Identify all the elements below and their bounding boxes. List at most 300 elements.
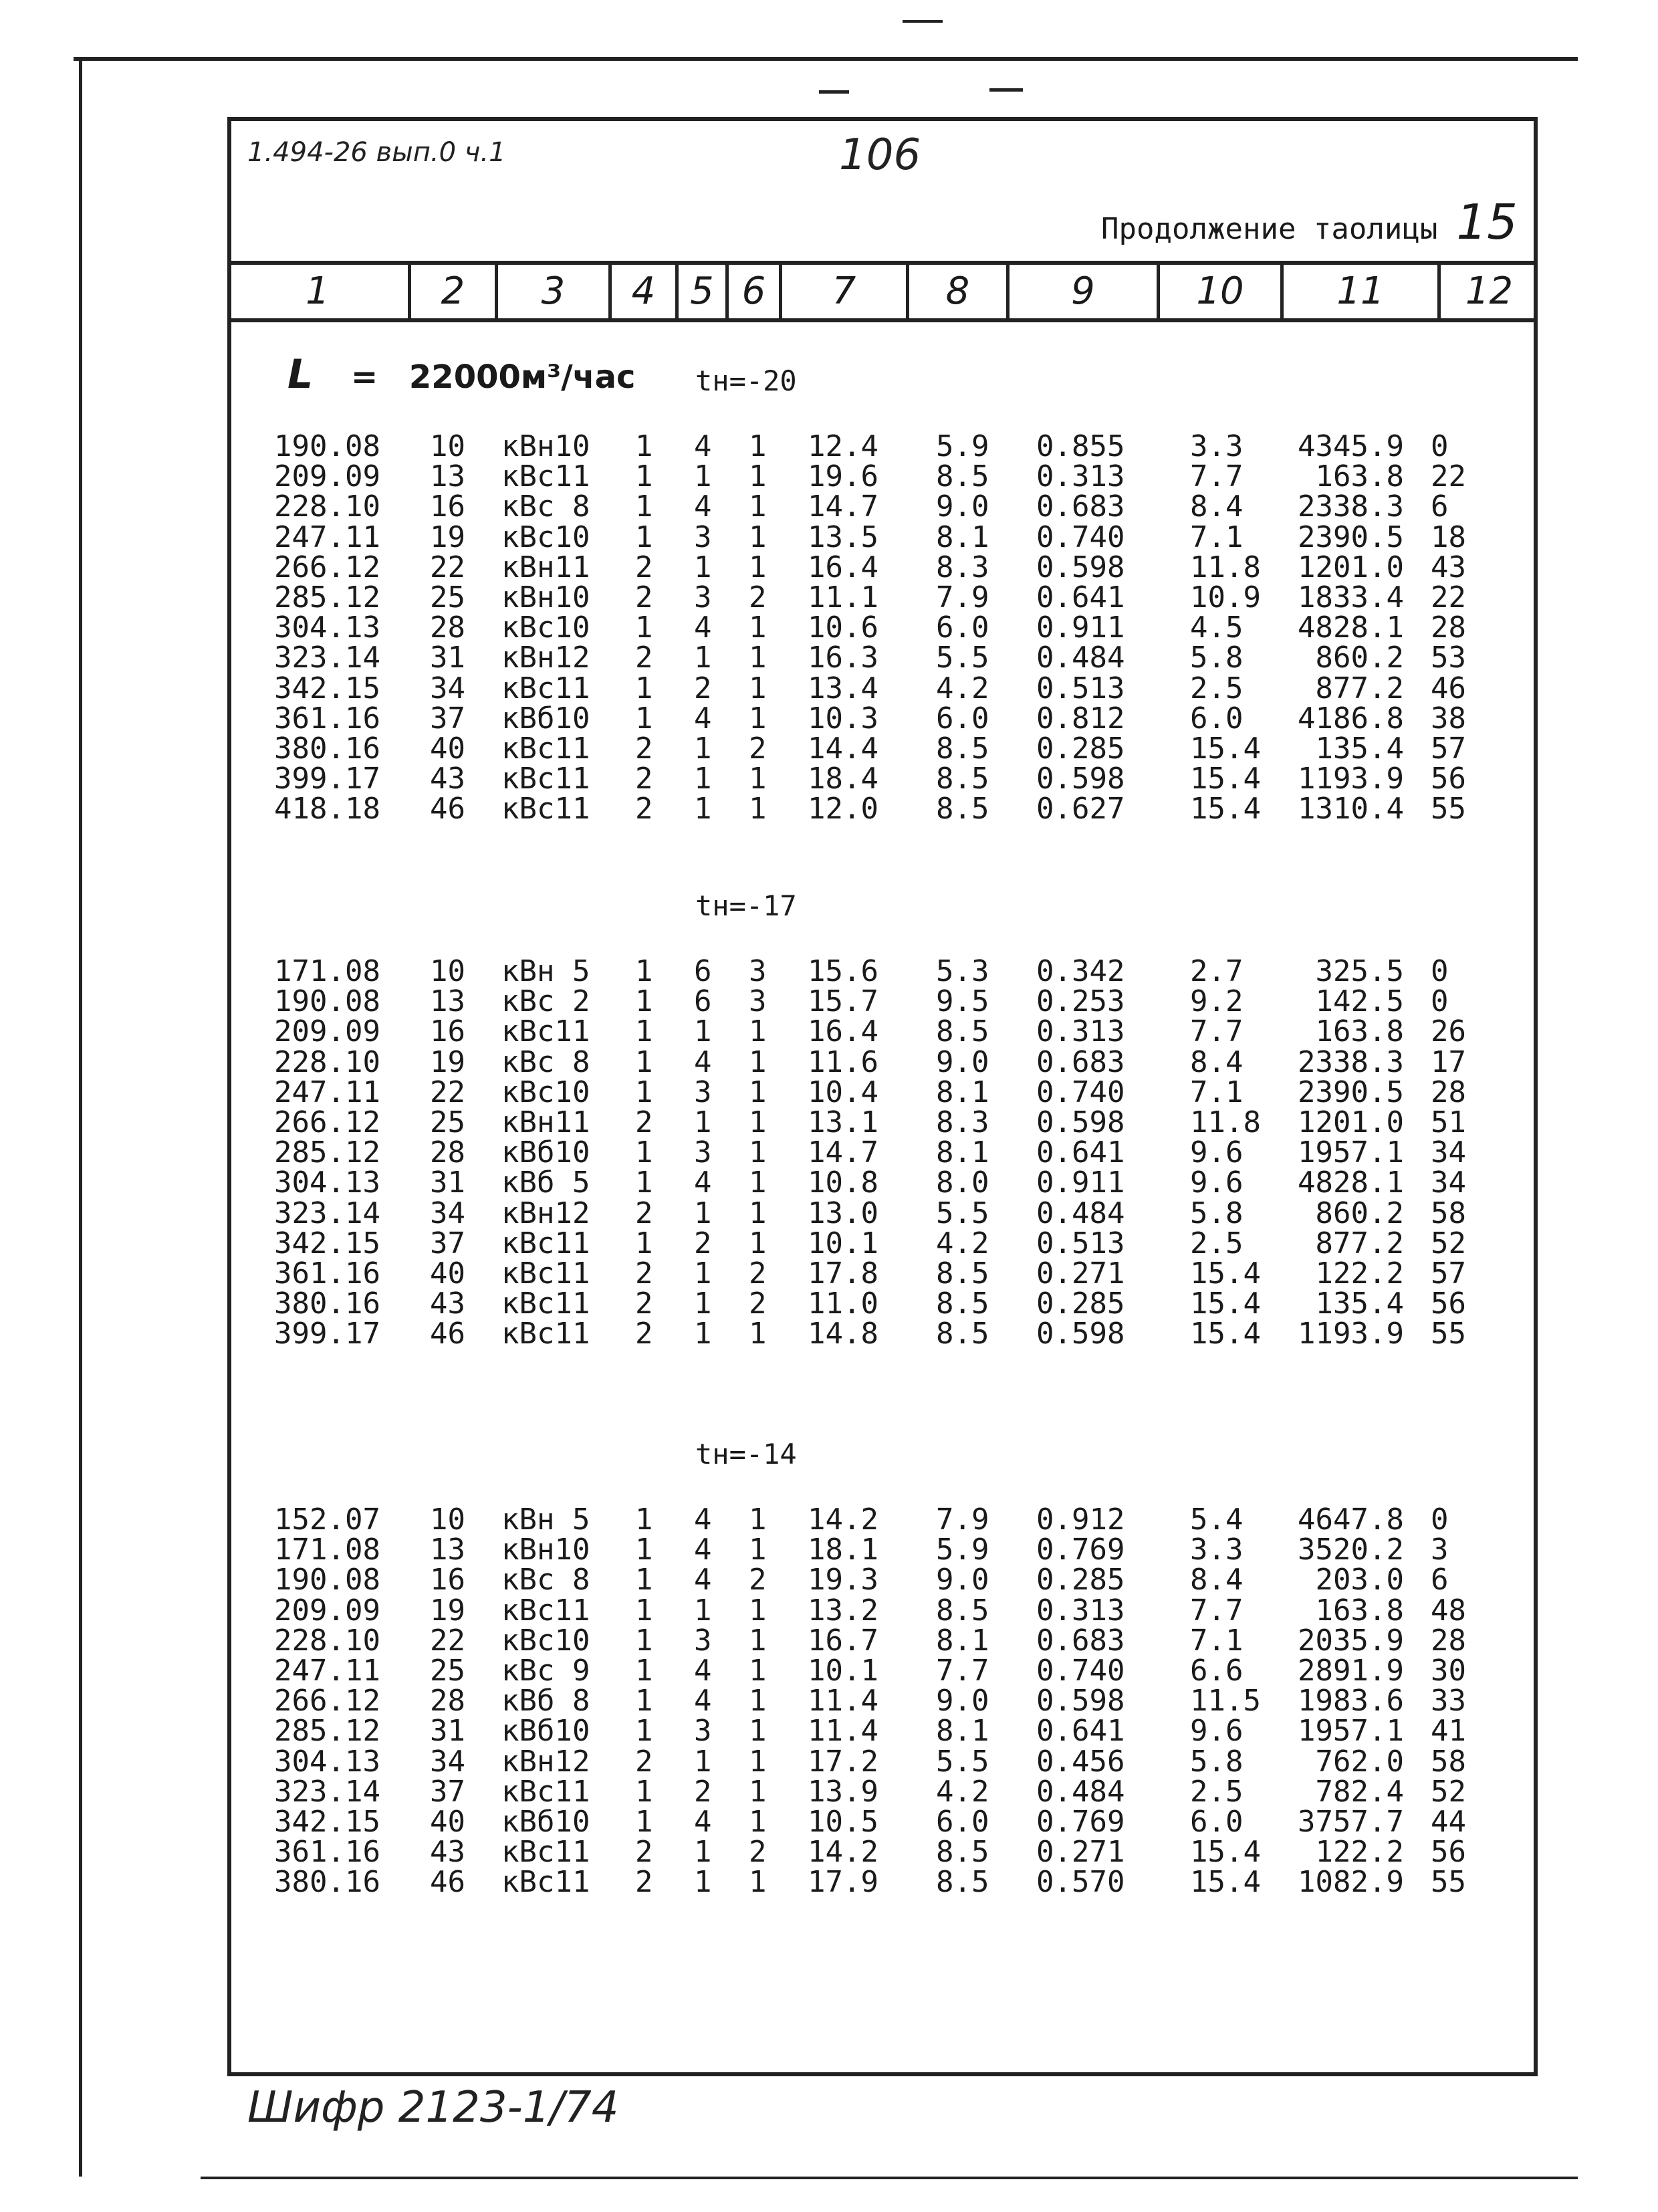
- table-cell: 4: [694, 1166, 712, 1200]
- table-cell: 8.5: [936, 1865, 989, 1900]
- table-cell: кВн10: [501, 580, 590, 615]
- table-row: [0, 673, 1658, 703]
- table-cell: 16.4: [808, 550, 878, 584]
- table-cell: 1: [635, 1503, 653, 1537]
- table-cell: 142.5: [1315, 984, 1404, 1019]
- table-cell: 41: [1431, 1714, 1466, 1749]
- table-cell: 1: [749, 1533, 767, 1567]
- document-reference: 1.494-26 вып.0 ч.1: [247, 137, 506, 168]
- table-cell: 2: [749, 1256, 767, 1291]
- table-cell: 304.13: [274, 611, 380, 645]
- top-border-line: [74, 57, 1578, 61]
- table-cell: 6: [694, 984, 712, 1019]
- table-cell: 122.2: [1315, 1256, 1404, 1291]
- table-row: [0, 1137, 1658, 1168]
- table-cell: 1: [635, 701, 653, 736]
- table-cell: 1: [635, 1226, 653, 1260]
- table-cell: 0.769: [1036, 1533, 1125, 1567]
- table-cell: 0.271: [1036, 1256, 1125, 1291]
- table-cell: 12.0: [808, 792, 878, 826]
- table-cell: кВн11: [501, 550, 590, 584]
- table-cell: 34: [430, 671, 465, 705]
- block-title: tн=-14: [695, 1438, 797, 1470]
- table-row: [0, 1258, 1658, 1289]
- table-cell: 8.5: [936, 1317, 989, 1351]
- table-cell: 22: [1431, 459, 1466, 494]
- table-cell: 1: [749, 1593, 767, 1628]
- table-cell: 28: [430, 611, 465, 645]
- table-cell: 34: [1431, 1166, 1466, 1200]
- table-cell: 1: [635, 429, 653, 463]
- table-row: [0, 1044, 1658, 1079]
- table-cell: 247.11: [274, 1075, 380, 1109]
- table-row: [0, 1228, 1658, 1258]
- table-cell: кВс10: [501, 520, 590, 554]
- table-cell: 17.8: [808, 1256, 878, 1291]
- table-cell: 0.641: [1036, 580, 1125, 615]
- table-cell: 1: [749, 1014, 767, 1049]
- table-cell: 2: [749, 580, 767, 615]
- table-cell: 0.313: [1036, 459, 1125, 494]
- table-cell: 0.513: [1036, 671, 1125, 705]
- table-cell: 43: [1431, 550, 1466, 584]
- table-cell: 4: [694, 489, 712, 524]
- table-cell: 15.4: [1190, 762, 1261, 796]
- table-cell: кВн 5: [501, 954, 590, 988]
- table-cell: 0.456: [1036, 1744, 1125, 1779]
- table-row: [0, 1595, 1658, 1626]
- table-cell: 5.9: [936, 1533, 989, 1567]
- table-cell: 6: [694, 954, 712, 988]
- table-row: [0, 1168, 1658, 1198]
- table-cell: кВб 8: [501, 1684, 590, 1719]
- table-cell: 323.14: [274, 641, 380, 675]
- table-cell: 0.769: [1036, 1804, 1125, 1839]
- table-cell: 38: [1431, 701, 1466, 736]
- table-cell: 1: [635, 1014, 653, 1049]
- table-cell: кВн10: [501, 1533, 590, 1567]
- table-cell: 8.5: [936, 762, 989, 796]
- table-cell: 1: [694, 1014, 712, 1049]
- table-cell: 17.9: [808, 1865, 878, 1900]
- table-row: [0, 731, 1658, 766]
- table-cell: кВн12: [501, 641, 590, 675]
- table-cell: 17: [1431, 1044, 1466, 1079]
- table-row: [0, 582, 1658, 613]
- table-cell: 0.285: [1036, 1287, 1125, 1321]
- table-cell: 9.6: [1190, 1135, 1244, 1170]
- table-cell: 0.740: [1036, 1075, 1125, 1109]
- table-cell: 1: [749, 1226, 767, 1260]
- table-cell: 190.08: [274, 984, 380, 1019]
- table-cell: 0.812: [1036, 701, 1125, 736]
- table-row: [0, 1714, 1658, 1749]
- table-cell: 10: [430, 1503, 465, 1537]
- table-row: [0, 1319, 1658, 1349]
- table-cell: 342.15: [274, 1804, 380, 1839]
- bottom-border-line: [201, 2177, 1578, 2179]
- table-cell: 304.13: [274, 1166, 380, 1200]
- table-cell: 16: [430, 1014, 465, 1049]
- table-cell: 0.313: [1036, 1593, 1125, 1628]
- table-cell: 8.5: [936, 459, 989, 494]
- block-rows: [0, 1503, 1658, 1900]
- table-cell: кВс10: [501, 1623, 590, 1658]
- table-cell: 8.5: [936, 792, 989, 826]
- table-cell: 8.1: [936, 520, 989, 554]
- table-cell: 1: [694, 1256, 712, 1291]
- table-cell: 1957.1: [1298, 1714, 1404, 1749]
- table-cell: 2: [749, 1835, 767, 1870]
- table-cell: 0.683: [1036, 1623, 1125, 1658]
- table-cell: 4: [694, 1684, 712, 1719]
- table-cell: 0.598: [1036, 550, 1125, 584]
- table-cell: 11.1: [808, 580, 878, 615]
- table-cell: 52: [1431, 1226, 1466, 1260]
- table-cell: 1: [749, 1196, 767, 1230]
- table-cell: 0.342: [1036, 954, 1125, 988]
- table-cell: 10.6: [808, 611, 878, 645]
- table-cell: 1: [749, 1135, 767, 1170]
- table-cell: 171.08: [274, 954, 380, 988]
- table-cell: 3: [694, 1623, 712, 1658]
- table-cell: 2: [635, 792, 653, 826]
- table-cell: 16.3: [808, 641, 878, 675]
- table-row: [0, 1744, 1658, 1779]
- table-cell: 8.1: [936, 1075, 989, 1109]
- table-cell: 0.740: [1036, 1653, 1125, 1688]
- table-cell: 0: [1431, 1503, 1449, 1537]
- table-cell: 2: [635, 1317, 653, 1351]
- table-cell: 18.4: [808, 762, 878, 796]
- table-cell: 2390.5: [1298, 520, 1404, 554]
- table-cell: 0.641: [1036, 1714, 1125, 1749]
- table-cell: 1: [694, 1287, 712, 1321]
- table-cell: 15.4: [1190, 1865, 1261, 1900]
- table-cell: 3: [1431, 1533, 1449, 1567]
- table-cell: 34: [430, 1196, 465, 1230]
- table-cell: 1: [749, 641, 767, 675]
- table-cell: 247.11: [274, 1653, 380, 1688]
- table-cell: 11.8: [1190, 550, 1261, 584]
- table-cell: 7.9: [936, 580, 989, 615]
- table-cell: 3.3: [1190, 1533, 1244, 1567]
- table-cell: 1: [749, 1653, 767, 1688]
- table-cell: 135.4: [1315, 731, 1404, 766]
- column-header: 7: [779, 265, 906, 318]
- table-cell: 37: [430, 1774, 465, 1809]
- table-cell: 2.5: [1190, 1226, 1244, 1260]
- table-cell: 4186.8: [1298, 701, 1404, 736]
- table-cell: 1201.0: [1298, 1105, 1404, 1139]
- table-cell: 1193.9: [1298, 1317, 1404, 1351]
- table-cell: 380.16: [274, 731, 380, 766]
- table-cell: 1: [749, 1317, 767, 1351]
- table-cell: 361.16: [274, 1835, 380, 1870]
- table-cell: 0.912: [1036, 1503, 1125, 1537]
- table-cell: 135.4: [1315, 1287, 1404, 1321]
- table-row: [0, 431, 1658, 461]
- table-cell: 7.7: [936, 1653, 989, 1688]
- table-cell: 171.08: [274, 1533, 380, 1567]
- table-cell: 0.598: [1036, 1317, 1125, 1351]
- table-cell: 7.1: [1190, 1623, 1244, 1658]
- table-cell: 8.1: [936, 1135, 989, 1170]
- table-cell: 1: [635, 459, 653, 494]
- table-cell: 13: [430, 1533, 465, 1567]
- table-cell: 2.7: [1190, 954, 1244, 988]
- column-header-row: [227, 261, 1538, 322]
- table-cell: 1: [635, 1653, 653, 1688]
- table-cell: 0.598: [1036, 1684, 1125, 1719]
- table-cell: 9.6: [1190, 1714, 1244, 1749]
- table-cell: 1: [694, 641, 712, 675]
- table-cell: 6: [1431, 1563, 1449, 1597]
- table-cell: 0.285: [1036, 1563, 1125, 1597]
- table-cell: 57: [1431, 731, 1466, 766]
- table-cell: 2035.9: [1298, 1623, 1404, 1658]
- table-cell: 1: [749, 1623, 767, 1658]
- table-cell: 2: [635, 1256, 653, 1291]
- table-cell: кВс11: [501, 1014, 590, 1049]
- column-header: 9: [1006, 265, 1157, 318]
- table-cell: 33: [1431, 1684, 1466, 1719]
- table-cell: 2: [635, 1744, 653, 1779]
- table-cell: 1: [635, 1166, 653, 1200]
- table-cell: 1: [749, 1044, 767, 1079]
- table-cell: 323.14: [274, 1196, 380, 1230]
- table-cell: 22: [430, 1623, 465, 1658]
- table-cell: 44: [1431, 1804, 1466, 1839]
- table-row: [0, 1535, 1658, 1565]
- table-cell: 10.4: [808, 1075, 878, 1109]
- continuation-label: Продолжение таолицы: [1101, 212, 1438, 246]
- column-header: 1: [306, 269, 330, 313]
- table-cell: 16: [430, 489, 465, 524]
- table-cell: 860.2: [1315, 1196, 1404, 1230]
- table-row: [0, 794, 1658, 824]
- table-cell: 15.4: [1190, 1835, 1261, 1870]
- table-cell: 2: [635, 762, 653, 796]
- block-title: tн=-17: [695, 889, 797, 922]
- table-cell: 13.4: [808, 671, 878, 705]
- table-cell: кВс11: [501, 1256, 590, 1291]
- table-cell: 14.4: [808, 731, 878, 766]
- table-cell: 3: [694, 1714, 712, 1749]
- table-row: [0, 459, 1658, 494]
- table-cell: кВн12: [501, 1196, 590, 1230]
- table-cell: кВс11: [501, 731, 590, 766]
- table-cell: 1: [635, 671, 653, 705]
- table-cell: 1: [749, 1744, 767, 1779]
- table-cell: 4: [694, 611, 712, 645]
- table-cell: 11.0: [808, 1287, 878, 1321]
- table-cell: 8.4: [1190, 1044, 1244, 1079]
- table-cell: 1: [635, 1714, 653, 1749]
- table-cell: 14.2: [808, 1503, 878, 1537]
- table-row: [0, 1198, 1658, 1228]
- table-cell: 1: [749, 1105, 767, 1139]
- table-cell: 37: [430, 701, 465, 736]
- table-cell: 43: [430, 1835, 465, 1870]
- table-cell: кВс 9: [501, 1653, 590, 1688]
- table-cell: кВб10: [501, 1714, 590, 1749]
- table-cell: 1: [749, 762, 767, 796]
- table-cell: 56: [1431, 1287, 1466, 1321]
- table-cell: 1: [749, 1714, 767, 1749]
- table-cell: 1: [635, 1804, 653, 1839]
- table-cell: 0.513: [1036, 1226, 1125, 1260]
- table-cell: 2338.3: [1298, 1044, 1404, 1079]
- table-cell: 399.17: [274, 762, 380, 796]
- table-cell: 31: [430, 1714, 465, 1749]
- table-cell: 22: [430, 550, 465, 584]
- table-cell: 34: [1431, 1135, 1466, 1170]
- table-cell: кВн11: [501, 1105, 590, 1139]
- table-cell: 0.911: [1036, 1166, 1125, 1200]
- table-cell: 4: [694, 1563, 712, 1597]
- table-cell: 380.16: [274, 1287, 380, 1321]
- table-cell: 0.598: [1036, 1105, 1125, 1139]
- table-cell: 6.0: [1190, 701, 1244, 736]
- table-cell: 4: [694, 1503, 712, 1537]
- table-cell: 3: [694, 580, 712, 615]
- table-cell: 4: [694, 1653, 712, 1688]
- table-cell: 2: [694, 1774, 712, 1809]
- table-cell: 1: [635, 954, 653, 988]
- table-cell: 8.0: [936, 1166, 989, 1200]
- table-cell: 0.484: [1036, 1774, 1125, 1809]
- table-cell: 860.2: [1315, 641, 1404, 675]
- table-cell: 46: [430, 1317, 465, 1351]
- table-row: [0, 1774, 1658, 1809]
- table-cell: 1: [694, 1105, 712, 1139]
- table-cell: 2: [635, 641, 653, 675]
- table-cell: 19: [430, 1593, 465, 1628]
- table-cell: 5.8: [1190, 1744, 1244, 1779]
- table-cell: кВб10: [501, 1804, 590, 1839]
- table-row: [0, 1505, 1658, 1535]
- table-cell: 31: [430, 641, 465, 675]
- table-cell: 8.4: [1190, 489, 1244, 524]
- table-cell: 14.2: [808, 1835, 878, 1870]
- table-cell: 2: [635, 580, 653, 615]
- table-cell: 1: [635, 520, 653, 554]
- table-cell: 1: [694, 550, 712, 584]
- top-dash-mark: [903, 20, 943, 23]
- table-cell: 4828.1: [1298, 1166, 1404, 1200]
- table-cell: 11.4: [808, 1684, 878, 1719]
- table-cell: 25: [430, 1653, 465, 1688]
- table-cell: 163.8: [1315, 1593, 1404, 1628]
- table-cell: 0.484: [1036, 641, 1125, 675]
- table-cell: 53: [1431, 641, 1466, 675]
- table-cell: кВб10: [501, 1135, 590, 1170]
- table-cell: кВс 2: [501, 984, 590, 1019]
- table-cell: 1: [635, 1563, 653, 1597]
- table-row: [0, 643, 1658, 673]
- table-cell: 418.18: [274, 792, 380, 826]
- column-header: 3: [495, 265, 608, 318]
- column-header: 2: [408, 265, 495, 318]
- table-cell: 8.5: [936, 1256, 989, 1291]
- table-cell: 2: [635, 1865, 653, 1900]
- table-cell: 1: [749, 550, 767, 584]
- table-cell: кВс10: [501, 611, 590, 645]
- table-cell: 1: [635, 1774, 653, 1809]
- table-cell: 8.5: [936, 1593, 989, 1628]
- table-cell: 877.2: [1315, 1226, 1404, 1260]
- table-cell: 361.16: [274, 701, 380, 736]
- table-cell: 3: [749, 954, 767, 988]
- table-cell: 380.16: [274, 1865, 380, 1900]
- table-cell: 1: [749, 459, 767, 494]
- table-cell: 152.07: [274, 1503, 380, 1537]
- table-cell: 48: [1431, 1593, 1466, 1628]
- table-cell: 0.683: [1036, 1044, 1125, 1079]
- table-cell: 2390.5: [1298, 1075, 1404, 1109]
- table-cell: 247.11: [274, 520, 380, 554]
- table-cell: 1201.0: [1298, 550, 1404, 584]
- table-row: [0, 956, 1658, 986]
- table-cell: 0: [1431, 954, 1449, 988]
- table-cell: кВн10: [501, 429, 590, 463]
- table-cell: 5.3: [936, 954, 989, 988]
- block-rows: [0, 431, 1658, 824]
- table-cell: 342.15: [274, 1226, 380, 1260]
- table-cell: 1: [749, 671, 767, 705]
- table-cell: 4: [694, 1533, 712, 1567]
- table-cell: 0.598: [1036, 762, 1125, 796]
- table-cell: 15.4: [1190, 1256, 1261, 1291]
- table-cell: кВс11: [501, 1835, 590, 1870]
- table-cell: 9.0: [936, 1684, 989, 1719]
- table-cell: кВс11: [501, 1317, 590, 1351]
- table-row: [0, 703, 1658, 734]
- table-cell: 2.5: [1190, 671, 1244, 705]
- table-cell: 5.9: [936, 429, 989, 463]
- table-cell: 12.4: [808, 429, 878, 463]
- table-cell: 8.1: [936, 1623, 989, 1658]
- column-header: 8: [906, 265, 1006, 318]
- table-cell: 1: [694, 1196, 712, 1230]
- table-cell: 7.9: [936, 1503, 989, 1537]
- table-cell: 58: [1431, 1196, 1466, 1230]
- table-cell: 28: [1431, 1623, 1466, 1658]
- table-cell: 1983.6: [1298, 1684, 1404, 1719]
- column-header: 10: [1157, 265, 1280, 318]
- table-cell: 46: [430, 1865, 465, 1900]
- table-cell: 2: [635, 731, 653, 766]
- table-cell: 13.9: [808, 1774, 878, 1809]
- table-cell: 190.08: [274, 429, 380, 463]
- table-cell: 55: [1431, 1317, 1466, 1351]
- table-cell: 1: [749, 611, 767, 645]
- table-cell: 7.7: [1190, 459, 1244, 494]
- table-cell: кВб10: [501, 701, 590, 736]
- block-title: tн=-20: [695, 364, 797, 397]
- table-cell: 17.2: [808, 1744, 878, 1779]
- table-cell: 762.0: [1315, 1744, 1404, 1779]
- table-cell: 10.1: [808, 1226, 878, 1260]
- table-cell: 4.2: [936, 1774, 989, 1809]
- parameter-value: 22000м³/час: [408, 358, 636, 396]
- table-cell: 8.1: [936, 1714, 989, 1749]
- table-row: [0, 1623, 1658, 1658]
- top-dash-mark: [989, 88, 1023, 92]
- column-header: 5: [675, 265, 725, 318]
- table-cell: кВс11: [501, 1774, 590, 1809]
